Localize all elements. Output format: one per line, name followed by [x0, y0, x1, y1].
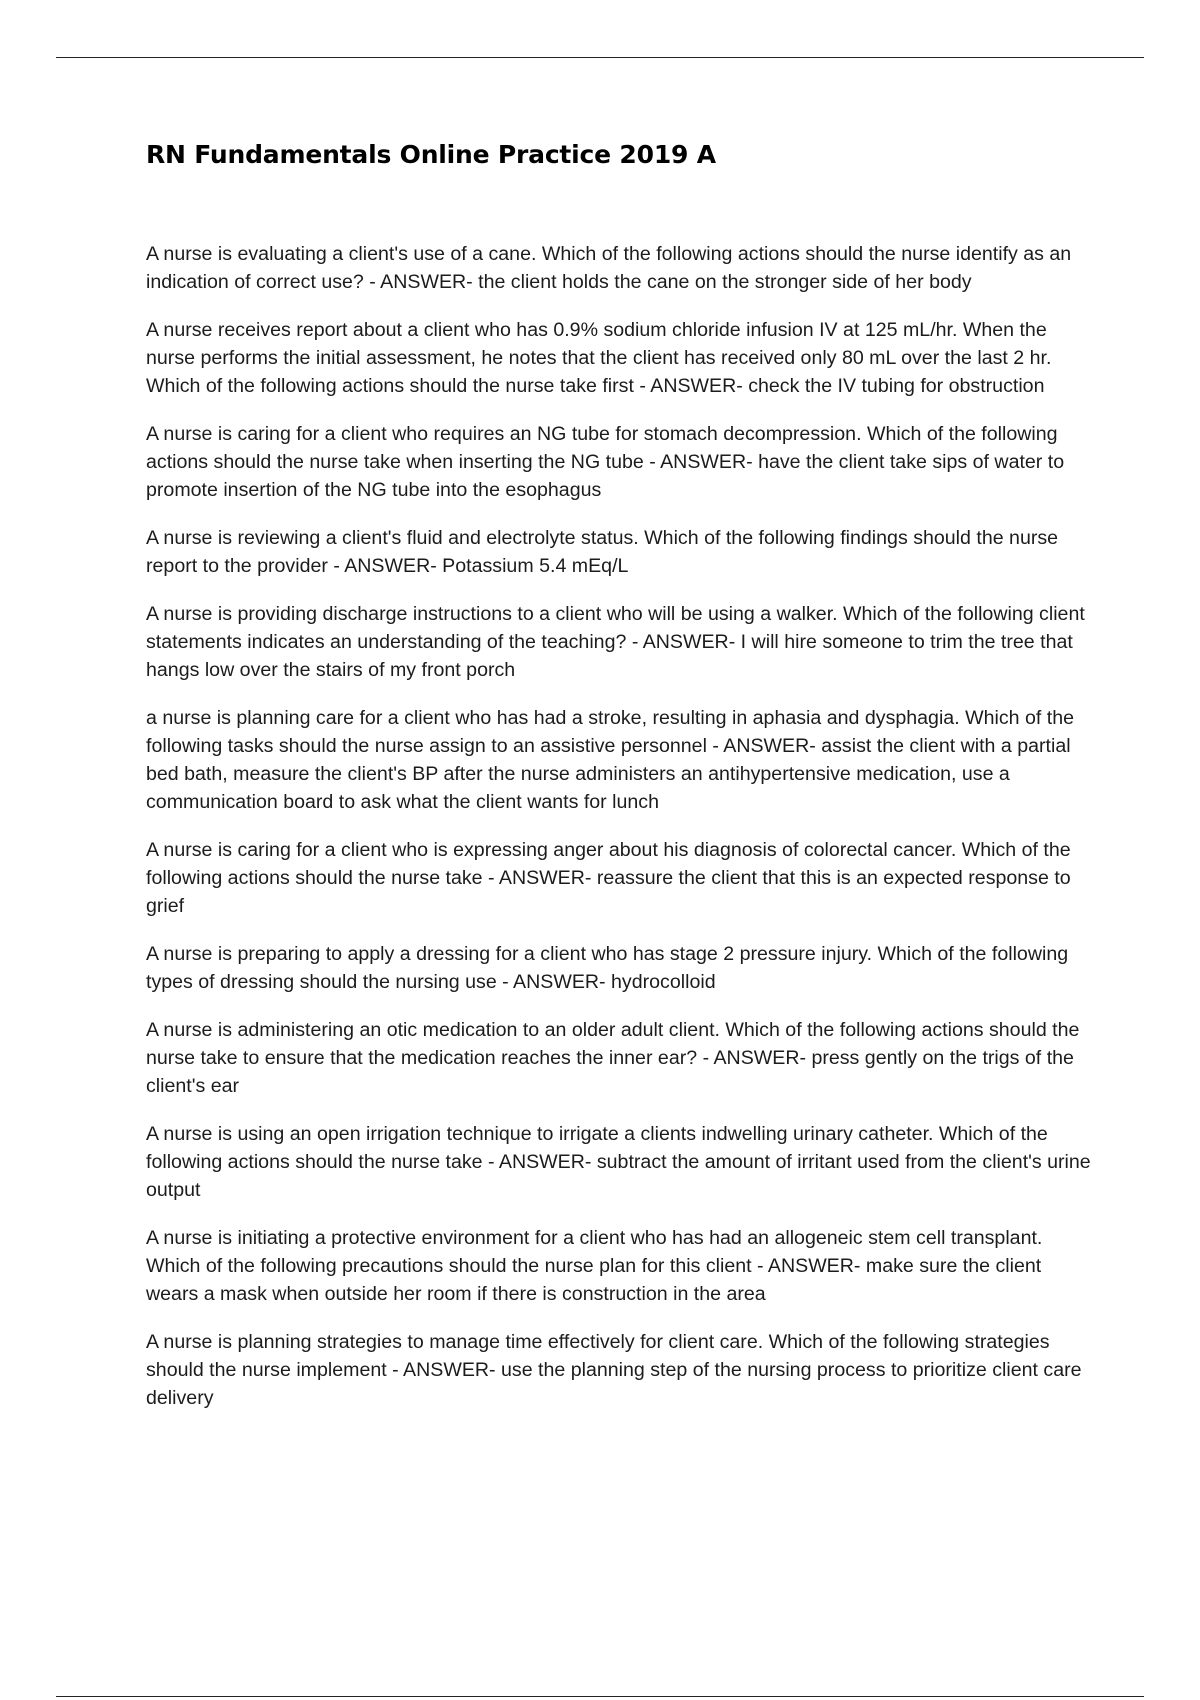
question-answer-item: A nurse is administering an otic medication to an older adult client. Which of the following actions should the nurse take to ensure that the medication reaches the inner ear? - ANSWER- press gently on the trigs of the client's ear — [146, 1019, 1080, 1097]
question-answer-item: A nurse is using an open irrigation technique to irrigate a clients indwelling urinary catheter. Which of the following actions should the nurse take - ANSWER- subtract the amount of irritant used from the client's urine output — [146, 1123, 1091, 1201]
bottom-rule — [56, 1696, 1144, 1697]
question-answer-item: A nurse is initiating a protective environment for a client who has had an allogeneic stem cell transplant. Which of the following precautions should the nurse plan for this client - ANSWER- make sure the client wears a mask when outside her room if there is construction in the area — [146, 1227, 1043, 1305]
question-answer-item: A nurse is evaluating a client's use of a cane. Which of the following actions should the nurse identify as an indication of correct use? - ANSWER- the client holds the cane on the stronger side of her body — [146, 243, 1072, 293]
document-title: RN Fundamentals Online Practice 2019 A — [146, 140, 716, 169]
question-answer-item: A nurse is providing discharge instructions to a client who will be using a walker. Which of the following client statements indicates an understanding of the teaching? - ANSWER- I will hire someone to trim the tree that hangs low over the stairs of my front porch — [146, 603, 1085, 681]
question-answer-item: A nurse is caring for a client who is expressing anger about his diagnosis of colorectal cancer. Which of the following actions should the nurse take - ANSWER- reassure the client that this is an expected response to grief — [146, 839, 1071, 917]
question-answer-item: A nurse is planning strategies to manage time effectively for client care. Which of the following strategies should the nurse implement - ANSWER- use the planning step of the nursing process to prioritize client care delivery — [146, 1331, 1082, 1409]
top-rule — [56, 57, 1144, 58]
question-answer-item: a nurse is planning care for a client who has had a stroke, resulting in aphasia and dysphagia. Which of the following tasks should the nurse assign to an assistive personnel - ANSWER- assist the client with a partial bed bath, measure the client's BP after the nurse administers an antihypertensive medication, use a communication board to ask what the client wants for lunch — [146, 707, 1074, 813]
question-answer-item: A nurse is preparing to apply a dressing for a client who has stage 2 pressure injury. Which of the following types of dressing should the nursing use - ANSWER- hydrocolloid — [146, 943, 1069, 993]
question-answer-item: A nurse is reviewing a client's fluid and electrolyte status. Which of the following findings should the nurse report to the provider - ANSWER- Potassium 5.4 mEq/L — [146, 527, 1059, 577]
question-answer-item: A nurse is caring for a client who requires an NG tube for stomach decompression. Which of the following actions should the nurse take when inserting the NG tube - ANSWER- have the client take sips of water to promote insertion of the NG tube into the esophagus — [146, 423, 1065, 501]
question-answer-list — [146, 240, 1096, 1432]
question-answer-item: A nurse receives report about a client who has 0.9% sodium chloride infusion IV at 125 mL/hr. When the nurse performs the initial assessment, he notes that the client has received only 80 mL over the last 2 hr. Which of the following actions should the nurse take first - ANSWER- check the IV tubing for obstruction — [146, 319, 1052, 397]
